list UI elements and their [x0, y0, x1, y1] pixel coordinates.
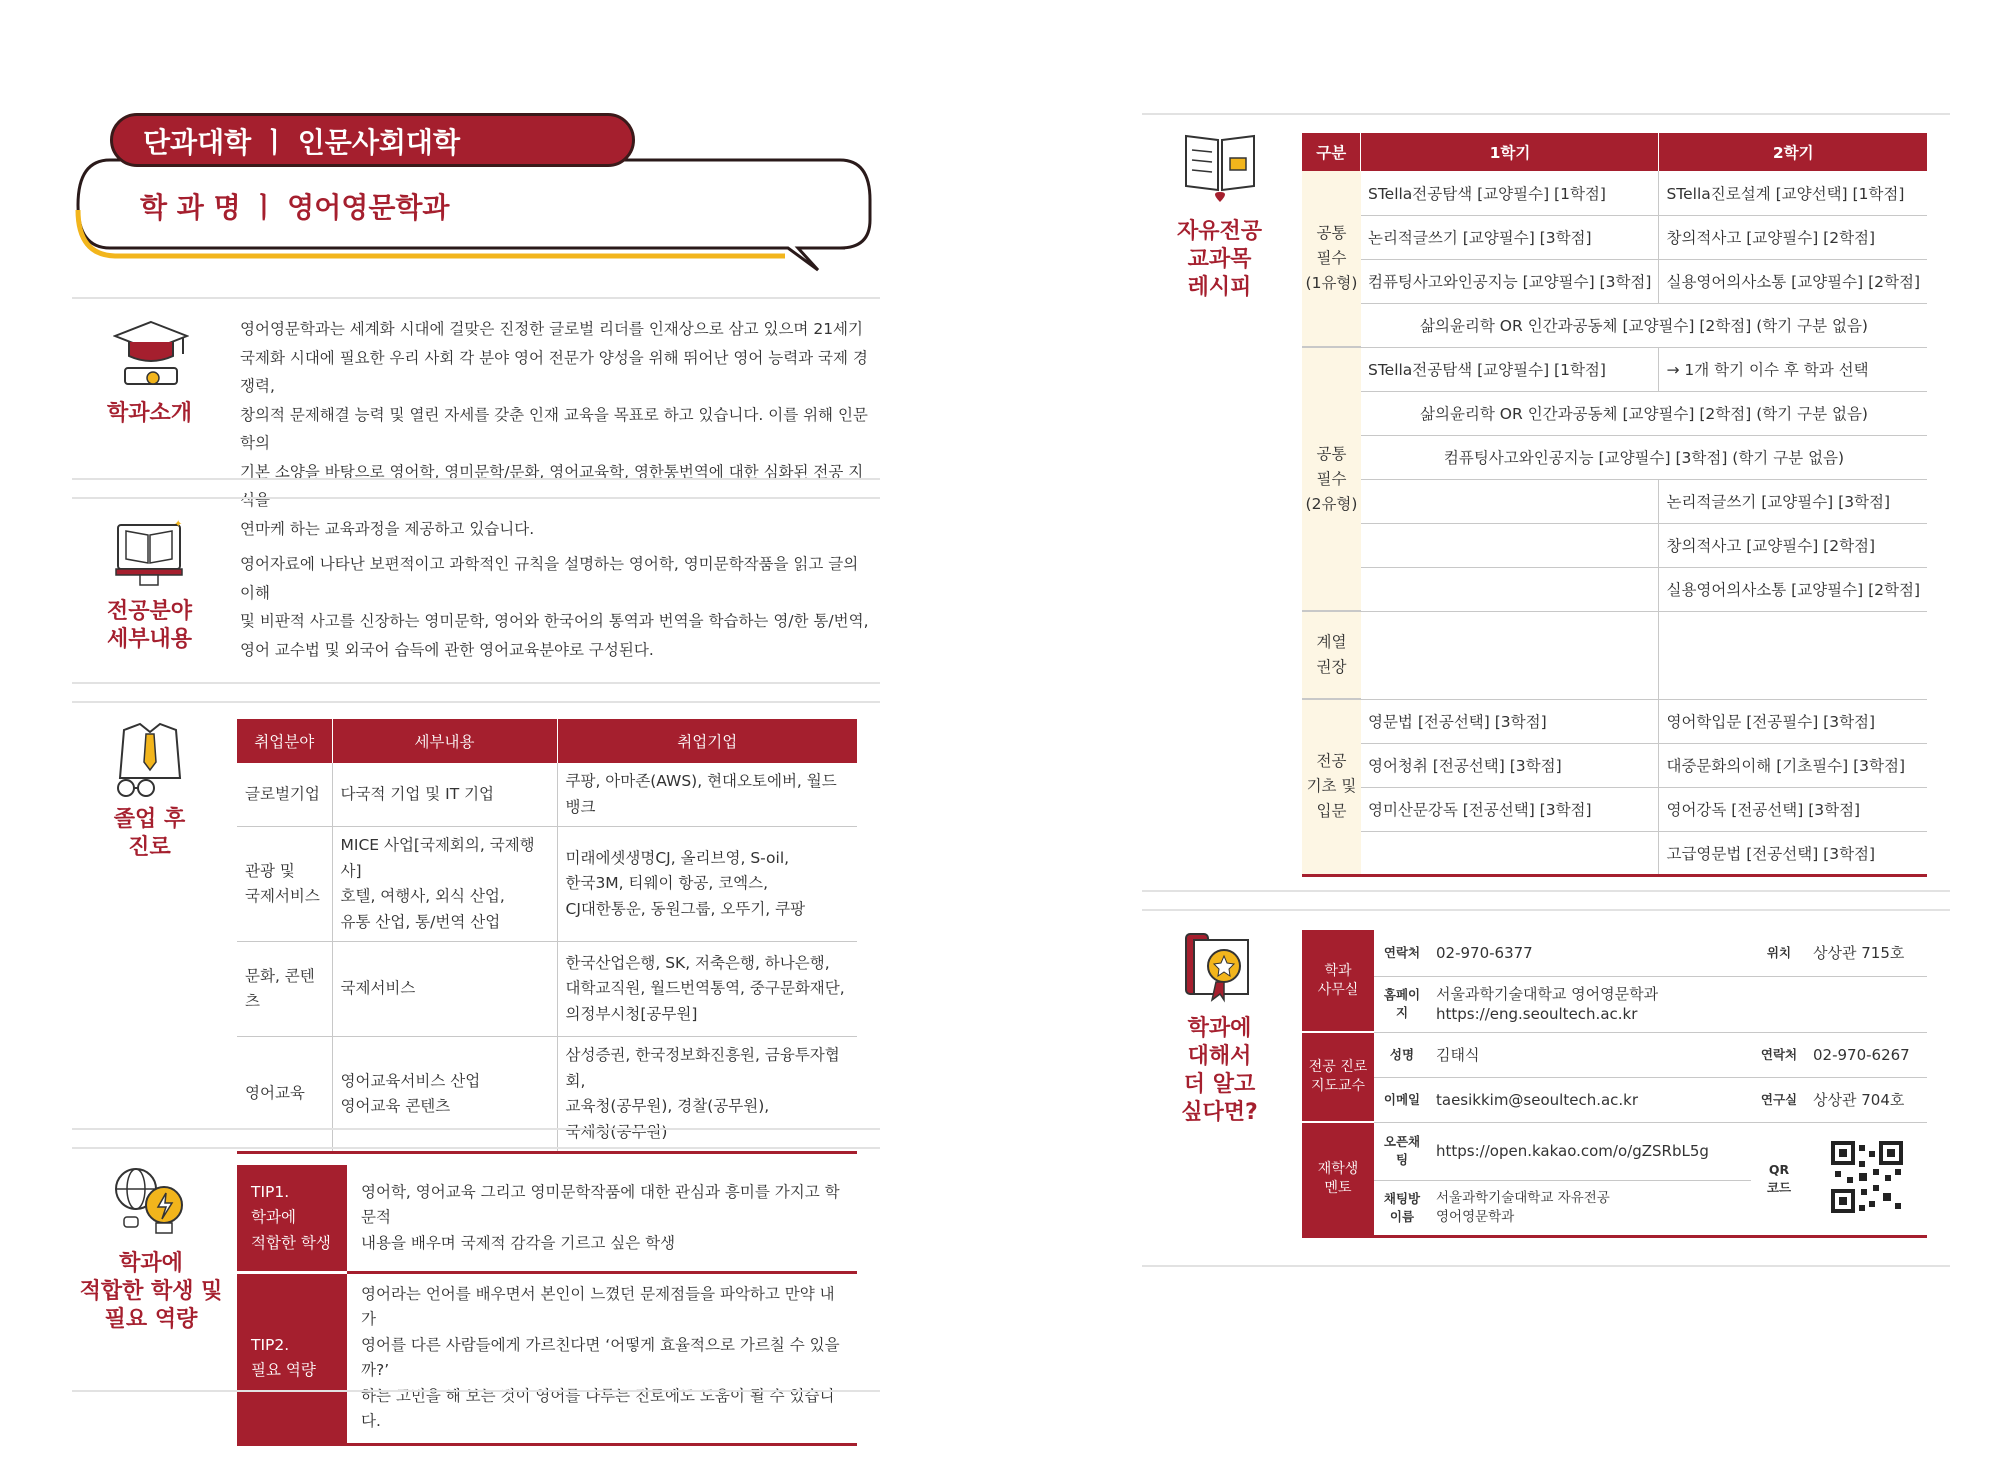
table-row	[1302, 171, 1927, 215]
contact-value: 02-970-6377	[1430, 930, 1751, 976]
curriculum-header: 1학기	[1361, 133, 1659, 171]
contact-key: 위치	[1751, 930, 1807, 976]
table-row	[1302, 1032, 1927, 1077]
table-row	[1302, 479, 1927, 523]
contact-table	[1302, 930, 1927, 1238]
table-row	[1302, 1122, 1927, 1180]
contact-key: QR 코드	[1751, 1122, 1807, 1236]
table-row	[1302, 930, 1927, 976]
tip-text: 영어라는 언어를 배우면서 본인이 느꼈던 문제점들을 파악하고 만약 내가 영어를 다른 사람들에게 가르친다면 ‘어떻게 효율적으로 가르칠 수 있을까?’ 하는 고민을 해 보는 것이 영어를 다루는 진로에도 도움이 될 수 있습니다.	[347, 1272, 857, 1444]
career-detail: 영어교육서비스 산업 영어교육 콘텐츠	[332, 1037, 557, 1153]
table-row	[1302, 215, 1927, 259]
email-link[interactable]: taesikkim@seoultech.ac.kr	[1430, 1077, 1751, 1122]
course-cell: 컴퓨팅사고와인공지능 [교양필수] [3학점]	[1361, 259, 1659, 303]
graduation-cap-icon	[113, 318, 189, 390]
table-row	[237, 827, 857, 942]
career-field: 문화, 콘텐츠	[237, 942, 332, 1037]
qr-code-icon	[1829, 1139, 1905, 1215]
contact-key: 홈페이지	[1374, 976, 1430, 1032]
contact-label: 학과에 대해서 더 알고 싶다면?	[1181, 1016, 1258, 1125]
category-cell: 공통 필수 (2유형)	[1302, 347, 1361, 611]
qr-code[interactable]	[1807, 1122, 1927, 1236]
table-row	[1302, 743, 1927, 787]
course-cell: 영문법 [전공선택] [3학점]	[1361, 699, 1659, 743]
course-cell	[1361, 479, 1659, 523]
divider	[1142, 113, 1950, 115]
course-cell: STella전공탐색 [교양필수] [1학점]	[1361, 347, 1659, 391]
curriculum-header: 구분	[1302, 133, 1361, 171]
course-cell	[1361, 567, 1659, 611]
course-cell: STella진로설계 [교양선택] [1학점]	[1659, 171, 1927, 215]
table-row	[237, 1037, 857, 1153]
contact-group: 전공 진로 지도교수	[1302, 1032, 1374, 1122]
course-cell	[1659, 611, 1927, 699]
course-cell: 창의적사고 [교양필수] [2학점]	[1659, 215, 1927, 259]
book-monitor-icon	[112, 517, 186, 589]
curriculum-label: 자유전공 교과목 레시피	[1176, 219, 1262, 300]
contact-group: 재학생 멘토	[1302, 1122, 1374, 1236]
contact-value: 상상관 715호	[1807, 930, 1927, 976]
table-row	[1302, 1077, 1927, 1122]
course-cell: 영어청취 [전공선택] [3학점]	[1361, 743, 1659, 787]
career-table	[237, 719, 857, 1154]
divider	[72, 297, 880, 299]
divider	[72, 701, 880, 703]
course-cell: 영어강독 [전공선택] [3학점]	[1659, 787, 1927, 831]
curriculum-table	[1302, 133, 1927, 877]
intro-text: 영어영문학과는 세계화 시대에 걸맞은 진정한 글로벌 리더를 인재상으로 삼고 있으며 21세기 국제화 시대에 필요한 우리 사회 각 분야 영어 전문가 양성을 위해 뛰어난 영어 능력과 국제 경쟁력, 창의적 문제해결 능력 및 열린 자세를 갖춘 인재 교육을 목표로 하고 있습니다. 이를 위해 인문학의 기본 소양을 바탕으로 영어학, 영미문학/문화, 영어교육학, 영한통번역에 대한 심화된 전공 지식을 연마케 하는 교육과정을 제공하고 있습니다.	[240, 320, 868, 538]
table-row	[1302, 611, 1927, 699]
career-header: 취업분야	[237, 719, 332, 763]
globe-lightbulb-icon	[110, 1165, 190, 1241]
contact-key: 연구실	[1751, 1077, 1807, 1122]
divider	[72, 478, 880, 480]
course-cell: 컴퓨팅사고와인공지능 [교양필수] [3학점] (학기 구분 없음)	[1361, 435, 1927, 479]
recipe-book-icon	[1180, 130, 1260, 206]
course-cell: 영어학입문 [전공필수] [3학점]	[1659, 699, 1927, 743]
career-header: 세부내용	[332, 719, 557, 763]
award-certificate-icon	[1180, 930, 1256, 1006]
course-cell: 논리적글쓰기 [교양필수] [3학점]	[1361, 215, 1659, 259]
divider	[1142, 890, 1950, 892]
curriculum-header: 2학기	[1659, 133, 1927, 171]
college-banner: 단과대학 ㅣ 인문사회대학	[110, 113, 635, 167]
contact-value: 서울과학기술대학교 영어영문학과 https://eng.seoultech.ac.kr	[1430, 976, 1927, 1032]
career-companies: 미래에셋생명CJ, 올리브영, S-oil, 한국3M, 티웨이 항공, 코엑스, CJ대한통운, 동원그룹, 오뚜기, 쿠팡	[557, 827, 857, 942]
career-detail: 다국적 기업 및 IT 기업	[332, 763, 557, 827]
divider	[72, 497, 880, 499]
divider	[72, 1390, 880, 1392]
category-cell: 전공 기초 및 입문	[1302, 699, 1361, 875]
course-cell: 창의적사고 [교양필수] [2학점]	[1659, 523, 1927, 567]
contact-key: 채팅방 이름	[1374, 1180, 1430, 1236]
table-row	[1302, 523, 1927, 567]
tip-title: TIP2. 필요 역량	[237, 1272, 347, 1444]
course-cell: 논리적글쓰기 [교양필수] [3학점]	[1659, 479, 1927, 523]
contact-key: 이메일	[1374, 1077, 1430, 1122]
table-row	[1302, 787, 1927, 831]
course-cell: 고급영문법 [전공선택] [3학점]	[1659, 831, 1927, 875]
course-cell: 삶의윤리학 OR 인간과공동체 [교양필수] [2학점] (학기 구분 없음)	[1361, 391, 1927, 435]
tip-title: TIP1. 학과에 적합한 학생	[237, 1165, 347, 1272]
table-row	[237, 1272, 857, 1444]
career-companies: 한국산업은행, SK, 저축은행, 하나은행, 대학교직원, 월드번역통역, 중구문화재단, 의정부시청[공무원]	[557, 942, 857, 1037]
contact-value: 02-970-6267	[1807, 1032, 1927, 1077]
open-chat-link[interactable]: https://open.kakao.com/o/gZSRbL5g	[1430, 1122, 1751, 1180]
contact-key: 성명	[1374, 1032, 1430, 1077]
table-row	[1302, 976, 1927, 1032]
contact-key: 오픈채팅	[1374, 1122, 1430, 1180]
career-label: 졸업 후 진로	[113, 807, 186, 860]
contact-value: 서울과학기술대학교 자유전공 영어영문학과	[1430, 1180, 1751, 1236]
table-row	[1302, 567, 1927, 611]
career-detail: 국제서비스	[332, 942, 557, 1037]
category-cell: 계열 권장	[1302, 611, 1361, 699]
course-cell	[1361, 611, 1659, 699]
divider	[72, 1128, 880, 1130]
course-cell	[1361, 831, 1659, 875]
course-cell: 실용영어의사소통 [교양필수] [2학점]	[1659, 259, 1927, 303]
career-field: 관광 및 국제서비스	[237, 827, 332, 942]
course-cell	[1361, 523, 1659, 567]
table-row	[1302, 347, 1927, 391]
divider	[1142, 1265, 1950, 1267]
table-row	[1302, 699, 1927, 743]
divider	[72, 1147, 880, 1149]
course-cell: 대중문화의이해 [기초필수] [3학점]	[1659, 743, 1927, 787]
contact-key: 연락처	[1374, 930, 1430, 976]
fit-label: 학과에 적합한 학생 및 필요 역량	[79, 1251, 223, 1332]
divider	[72, 682, 880, 684]
career-detail: MICE 사업[국제회의, 국제행사] 호텔, 여행사, 외식 산업, 유통 산업, 통/번역 산업	[332, 827, 557, 942]
career-field: 글로벌기업	[237, 763, 332, 827]
table-row	[1302, 831, 1927, 875]
career-field: 영어교육	[237, 1037, 332, 1153]
career-header: 취업기업	[557, 719, 857, 763]
table-row	[1302, 259, 1927, 303]
shirt-tie-icon	[110, 722, 190, 800]
course-cell: 영미산문강독 [전공선택] [3학점]	[1361, 787, 1659, 831]
course-cell: → 1개 학기 이수 후 학과 선택	[1659, 347, 1927, 391]
course-cell: 삶의윤리학 OR 인간과공동체 [교양필수] [2학점] (학기 구분 없음)	[1361, 303, 1927, 347]
intro-label: 학과소개	[106, 401, 192, 426]
department-title: 학 과 명 ㅣ 영어영문학과	[140, 191, 450, 224]
contact-value: 김태식	[1430, 1032, 1751, 1077]
contact-value: 상상관 704호	[1807, 1077, 1927, 1122]
contact-key: 연락처	[1751, 1032, 1807, 1077]
table-row	[1302, 391, 1927, 435]
course-cell: 실용영어의사소통 [교양필수] [2학점]	[1659, 567, 1927, 611]
table-row	[1302, 303, 1927, 347]
homepage-link[interactable]: https://eng.seoultech.ac.kr	[1436, 1005, 1638, 1023]
contact-group: 학과 사무실	[1302, 930, 1374, 1032]
table-row	[237, 763, 857, 827]
career-companies: 쿠팡, 아마존(AWS), 현대오토에버, 월드뱅크	[557, 763, 857, 827]
divider	[1142, 909, 1950, 911]
course-cell: STella전공탐색 [교양필수] [1학점]	[1361, 171, 1659, 215]
major-text: 영어자료에 나타난 보편적이고 과학적인 규칙을 설명하는 영어학, 영미문학작품을 읽고 글의 이해 및 비판적 사고를 신장하는 영미문학, 영어와 한국어의 통역과 번역을 학습하는 영/한 통/번역, 영어 교수법 및 외국어 습득에 관한 영어교육분야로 구성된다.	[240, 555, 869, 659]
tip-text: 영어학, 영어교육 그리고 영미문학작품에 대한 관심과 흥미를 가지고 학문적 내용을 배우며 국제적 감각을 기르고 싶은 학생	[347, 1165, 857, 1272]
career-companies: 삼성증권, 한국정보화진흥원, 금융투자협회, 교육청(공무원), 경찰(공무원), 국세청(공무원)	[557, 1037, 857, 1153]
table-row	[1302, 435, 1927, 479]
major-label: 전공분야 세부내용	[106, 599, 192, 652]
table-row	[237, 942, 857, 1037]
svg-text:✦: ✦	[174, 519, 183, 530]
tips-table	[237, 1165, 857, 1446]
table-row	[237, 1165, 857, 1272]
category-cell: 공통 필수 (1유형)	[1302, 171, 1361, 347]
